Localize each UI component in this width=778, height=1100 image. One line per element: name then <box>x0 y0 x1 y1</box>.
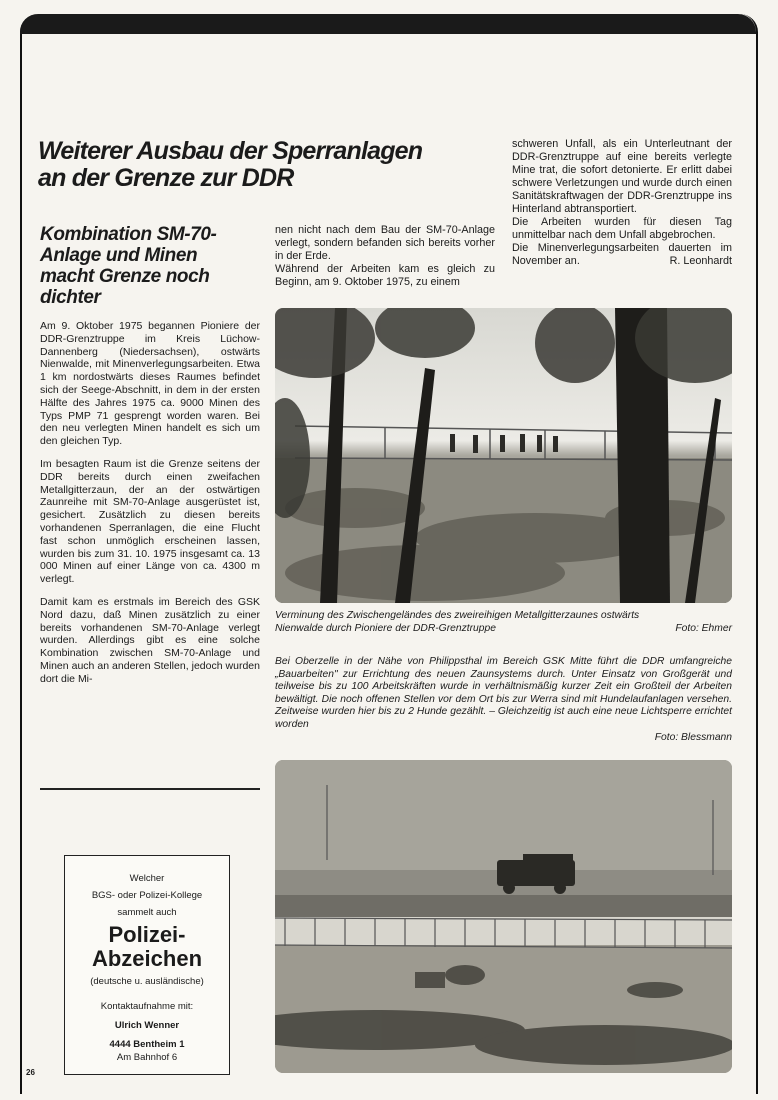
author-name: R. Leonhardt <box>669 255 732 267</box>
ad-headline: Polizei- <box>108 922 186 947</box>
ad-line: (deutsche u. ausländische) <box>90 976 204 987</box>
ad-address: 4444 Bentheim 1 <box>109 1039 185 1050</box>
photo-minefield <box>275 308 732 603</box>
article-subtitle <box>40 224 265 308</box>
article-title-line2: an der Grenze zur DDR <box>38 164 294 192</box>
article-title <box>38 138 508 192</box>
caption-text: Bei Oberzelle in der Nähe von Philippsthal im Bereich GSK Mitte führt die DDR umfangreiche „Bauarbeiten" zur Errichtung des neuen Zaunsystems durch. Unter Einsatz von Großgerät und teilweise bis zu 100 Arbeitskräften wurde in verhältnismäßig kurzer Zeit ein Großteil der Arbeiten bewältigt. Die noch offenen Stellen vor dem Ort bis zur Werra sind mit Hundelaufanlagen versehen. Zeitweise wurden hier bis zu 2 Hunde gezählt. – Gleichzeitig ist auch eine neue Lichtsperre errichtet worden <box>275 656 732 730</box>
caption-line: Nienwalde durch Pioniere der DDR-Grenztruppe <box>275 622 496 634</box>
paragraph: nen nicht nach dem Bau der SM-70-Anlage verlegt, sondern befanden sich bereits vorher in der Erde. <box>275 224 495 262</box>
article-column-2 <box>275 224 495 289</box>
ad-line: Welcher <box>129 873 165 884</box>
subtitle-line3: macht Grenze noch <box>40 266 210 287</box>
subtitle-line4: dichter <box>40 287 101 308</box>
ad-headline: Abzeichen <box>91 946 203 971</box>
ad-line: sammelt auch <box>117 907 177 918</box>
paragraph: Am 9. Oktober 1975 begannen Pioniere der DDR-Grenztruppe im Kreis Lüchow-Dannenberg (Niedersachsen), ostwärts Nienwalde, mit Minenverlegungsarbeiten. Etwa 1 km nordostwärts dieses Raumes befindet sich der Seege-Abschnitt, in dem in der ersten Hälfte des Jahres 1975 ca. 9000 Minen des Typs PMP 71 gesprengt worden waren. Bei den neu verlegten Minen handelt es sich um den gleichen Typ. <box>40 320 260 448</box>
ad-contact-name: Ulrich Wenner <box>114 1020 180 1031</box>
ad-line: BGS- oder Polizei-Kollege <box>91 890 203 901</box>
header-bar <box>20 14 756 34</box>
ad-line: Kontaktaufnahme mit: <box>100 1001 194 1012</box>
paragraph: Während der Arbeiten kam es gleich zu Beginn, am 9. Oktober 1975, zu einem <box>275 263 495 288</box>
caption-line: Verminung des Zwischengeländes des zweireihigen Metallgitterzaunes ostwärts <box>275 610 640 621</box>
photo-credit: Foto: Ehmer <box>675 622 732 634</box>
photo2-caption <box>275 656 732 744</box>
caption-credit-line <box>275 623 732 636</box>
photo-border-fence <box>275 760 732 1073</box>
photo-credit: Foto: Blessmann <box>654 731 732 743</box>
paragraph: Im besagten Raum ist die Grenze seitens der DDR bereits durch einen zweifachen Metallgitterzaun, der an der ostwärtigen Zaunreihe mit SM-70-Anlage ausgerüstet ist, gesichert. Zusätzlich zu diesen bereits vorhandenen Sperranlagen, die eine Flucht fast schon unmöglich erscheinen lassen, wurden bis zum 31. 10. 1975 insgesamt ca. 13 000 Minen auf einer Länge von ca. 4300 m verlegt. <box>40 457 260 586</box>
article-column-3 <box>512 138 732 268</box>
subtitle-line1: Kombination SM-70- <box>40 224 217 245</box>
article-title-line1: Weiterer Ausbau der Sperranlagen <box>38 137 423 165</box>
article-column-1 <box>40 320 260 696</box>
closing-text: Die Minenverlegungsarbeiten dauerten im November an. <box>512 242 732 267</box>
photo1-caption <box>275 610 732 635</box>
classified-ad <box>64 855 230 1075</box>
ad-address: Am Bahnhof 6 <box>116 1052 178 1063</box>
paragraph: schweren Unfall, als ein Unterleutnant der DDR-Grenztruppe auf eine bereits verlegte Mine trat, die sofort detonierte. Er erlitt dabei schwere Verletzungen und wurde durch einen Sanitätskraftwagen der DDR-Grenztruppe ins Hinterland abtransportiert. <box>512 138 732 215</box>
paragraph: Die Arbeiten wurden für diesen Tag unmittelbar nach dem Unfall abgebrochen. <box>512 216 732 241</box>
page-number: 26 <box>26 1068 35 1077</box>
paragraph: Damit kam es erstmals im Bereich des GSK Nord dazu, daß Minen zusätzlich zu einer bereits vorhandenen SM-70-Anlage verlegt wurden. Allerdings gibt es eine solche Kombination zwischen SM-70-Anlage und Minen auch an anderen Stellen, jedoch wurden dort die Mi- <box>40 595 260 685</box>
subtitle-line2: Anlage und Minen <box>40 245 198 266</box>
column-divider <box>40 788 260 790</box>
